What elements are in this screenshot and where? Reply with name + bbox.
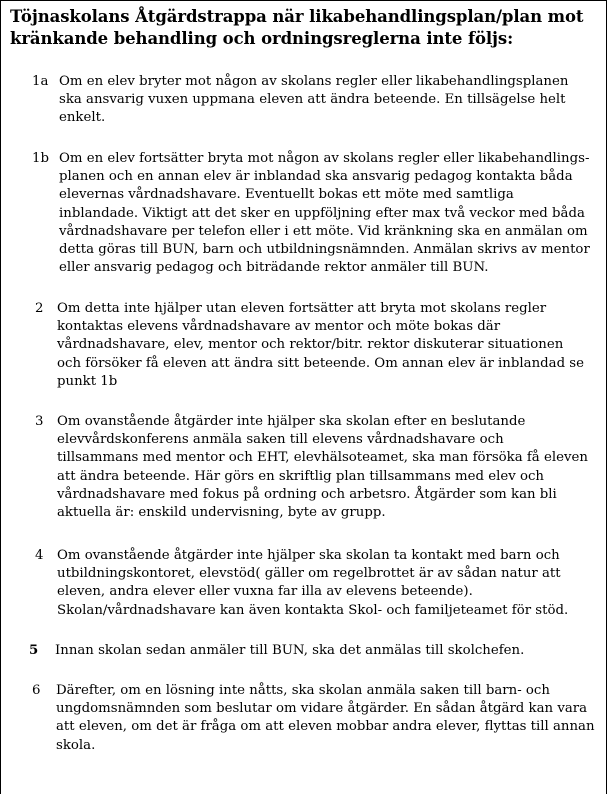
step-line: vårdnadshavare med fokus på ordning och arbetsro. Åtgärder som kan bli — [57, 486, 557, 502]
title-line: kränkande behandling och ordningsreglerna inte följs: — [10, 29, 514, 48]
step-line: punkt 1b — [57, 373, 118, 389]
step-line: utbildningskontoret, elevstöd( gäller om regelbrottet är av sådan natur att — [57, 566, 561, 582]
step-number: 4 — [35, 548, 44, 563]
step-line: Om en elev fortsätter bryta mot någon av skolans regler eller likabehandlings- — [59, 151, 590, 166]
step-text — [35, 413, 602, 522]
step-4 — [35, 547, 602, 620]
step-line: skola. — [56, 737, 96, 753]
step-line: elevernas vårdnadshavare. Eventuellt bokas ett möte med samtliga — [59, 187, 514, 203]
step-line: vårdnadshavare, elev, mentor och rektor/bitr. rektor diskuterar situationen — [57, 337, 564, 353]
step-line: Innan skolan sedan anmäler till BUN, ska det anmälas till skolchefen. — [55, 643, 525, 658]
step-line: ska ansvarig vuxen uppmana eleven att ändra beteende. En tillsägelse helt — [59, 92, 566, 108]
step-number: 6 — [32, 683, 41, 698]
step-line: Därefter, om en lösning inte nåtts, ska skolan anmäla saken till barn- och — [56, 683, 550, 698]
step-line: enkelt. — [59, 110, 106, 126]
step-number: 5 — [29, 643, 39, 658]
document-title — [10, 6, 600, 50]
title-line: Töjnaskolans Åtgärdstrappa när likabehandlingsplan/plan mot — [10, 7, 584, 26]
step-line: eller ansvarig pedagog och biträdande rektor anmäler till BUN. — [59, 260, 489, 276]
step-text — [35, 547, 602, 620]
step-line: Om ovanstående åtgärder inte hjälper ska skolan efter en beslutande — [57, 414, 526, 429]
step-line: tillsammans med mentor och EHT, elevhälsoteamet, ska man försöka få eleven — [57, 450, 588, 466]
step-text — [35, 300, 602, 391]
step-line: Skolan/vårdnadshavare kan även kontakta Skol- och familjeteamet för stöd. — [57, 602, 569, 618]
step-line: eleven, andra elever eller vuxna far illa av elevens beteende). — [57, 584, 473, 600]
step-1a — [32, 73, 602, 128]
step-line: att eleven, om det är fråga om att eleven mobbar andra elever, flyttas till annan — [56, 719, 595, 735]
step-number: 1b — [32, 151, 49, 166]
step-line: att ändra beteende. Här görs en skriftlig plan tillsammans med elev och — [57, 468, 544, 484]
step-text — [32, 682, 602, 755]
step-line: inblandade. Viktigt att det sker en uppföljning efter max två veckor med båda — [59, 205, 585, 221]
step-5 — [29, 642, 602, 660]
step-line: Om en elev bryter mot någon av skolans regler eller likabehandlingsplanen — [59, 74, 569, 89]
step-line: aktuella är: enskild undervisning, byte av grupp. — [57, 505, 386, 521]
step-line: kontaktas elevens vårdnadshavare av mentor och möte bokas där — [57, 319, 501, 335]
step-2 — [35, 300, 602, 391]
step-text — [29, 642, 602, 660]
step-6 — [32, 682, 602, 755]
step-text — [32, 73, 602, 128]
step-text — [32, 150, 602, 277]
step-line: och försöker få eleven att ändra sitt beteende. Om annan elev är inblandad se — [57, 355, 584, 371]
step-line: detta göras till BUN, barn och utbildningsnämnden. Anmälan skrivs av mentor — [59, 242, 590, 258]
step-1b — [32, 150, 602, 277]
step-line: Om detta inte hjälper utan eleven fortsätter att bryta mot skolans regler — [57, 301, 547, 316]
step-line: elevvårdskonferens anmäla saken till elevens vårdnadshavare och — [57, 432, 504, 448]
step-line: planen och en annan elev är inblandad ska ansvarig pedagog kontakta båda — [59, 169, 573, 185]
step-line: Om ovanstående åtgärder inte hjälper ska skolan ta kontakt med barn och — [57, 548, 560, 563]
step-line: ungdomsnämnden som beslutar om vidare åtgärder. En sådan åtgärd kan vara — [56, 701, 588, 717]
step-3 — [35, 413, 602, 522]
step-number: 3 — [35, 414, 44, 429]
step-number: 1a — [32, 74, 49, 89]
step-number: 2 — [35, 301, 44, 316]
step-line: vårdnadshavare per telefon eller i ett möte. Vid kränkning ska en anmälan om — [59, 223, 588, 239]
